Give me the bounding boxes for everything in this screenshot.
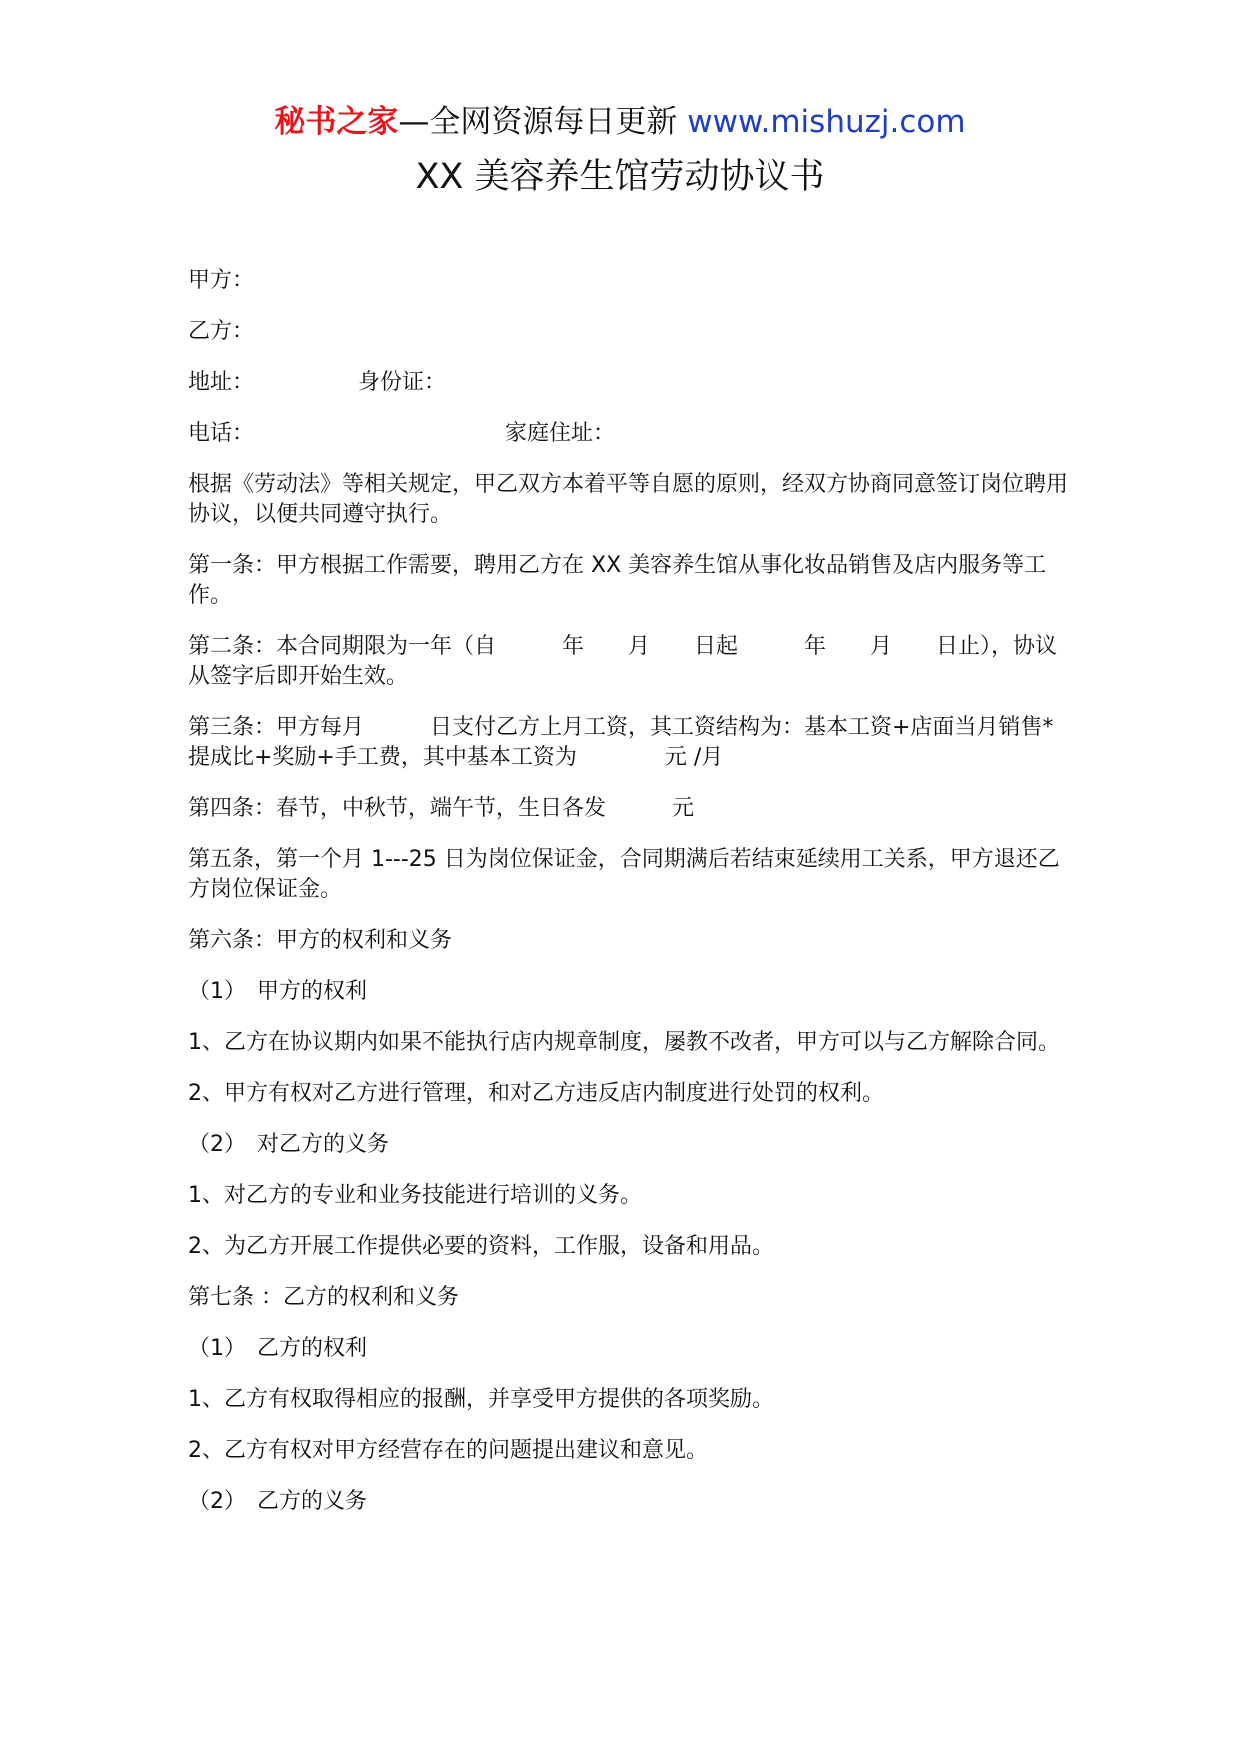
document-title: XX 美容养生馆劳动协议书 xyxy=(415,157,825,197)
document-body xyxy=(188,266,1068,1517)
party-a-duties-heading: （2） 对乙方的义务 xyxy=(188,1132,389,1157)
site-url-link[interactable]: www.mishuzj.com xyxy=(687,104,966,140)
article-6-heading: 第六条：甲方的权利和义务 xyxy=(188,928,453,953)
party-b-rights-heading: （1） 乙方的权利 xyxy=(188,1336,367,1361)
preamble-paragraph: 根据《劳动法》等相关规定，甲乙双方本着平等自愿的原则，经双方协商同意签订岗位聘用协议，以便共同遵守执行。 xyxy=(188,472,1069,527)
list-item: 2、乙方有权对甲方经营存在的问题提出建议和意见。 xyxy=(188,1438,708,1463)
article-7-heading: 第七条 ：乙方的权利和义务 xyxy=(188,1285,459,1310)
list-item: 1、乙方在协议期内如果不能执行店内规章制度，屡教不改者，甲方可以与乙方解除合同。 xyxy=(188,1030,1061,1055)
list-item: 1、乙方有权取得相应的报酬，并享受甲方提供的各项奖励。 xyxy=(188,1387,774,1412)
list-item: 1、对乙方的专业和业务技能进行培训的义务。 xyxy=(188,1183,642,1208)
site-banner xyxy=(0,102,1240,142)
address-field: 地址： xyxy=(188,370,255,395)
party-a-rights-heading: （1） 甲方的权利 xyxy=(188,979,367,1004)
article-2-paragraph: 第二条：本合同期限为一年（自 年 月 日起 年 月 日止），协议从签字后即开始生效。 xyxy=(188,634,1058,689)
phone-field: 电话： xyxy=(188,421,255,446)
home-address-field: 家庭住址： xyxy=(505,421,616,446)
site-brand: 秘书之家 xyxy=(274,104,399,140)
party-a-field: 甲方： xyxy=(188,268,255,293)
address-row xyxy=(188,368,1068,398)
list-item: 2、为乙方开展工作提供必要的资料，工作服，设备和用品。 xyxy=(188,1234,774,1259)
article-4-paragraph: 第四条：春节，中秋节，端午节，生日各发 元 xyxy=(188,796,695,821)
party-b-field: 乙方： xyxy=(188,319,255,344)
article-1-paragraph: 第一条：甲方根据工作需要，聘用乙方在 XX 美容养生馆从事化妆品销售及店内服务等工作。 xyxy=(188,553,1047,608)
article-3-paragraph: 第三条：甲方每月 日支付乙方上月工资，其工资结构为：基本工资+店面当月销售*提成比+奖励+手工费，其中基本工资为 元 /月 xyxy=(188,715,1054,770)
site-slogan: —全网资源每日更新 xyxy=(398,104,678,140)
party-b-duties-heading: （2） 乙方的义务 xyxy=(188,1489,367,1514)
article-5-paragraph: 第五条，第一个月 1---25 日为岗位保证金，合同期满后若结束延续用工关系，甲方退还乙方岗位保证金。 xyxy=(188,847,1060,902)
phone-row xyxy=(188,419,1068,449)
id-card-field: 身份证： xyxy=(358,370,447,395)
list-item: 2、甲方有权对乙方进行管理，和对乙方违反店内制度进行处罚的权利。 xyxy=(188,1081,884,1106)
